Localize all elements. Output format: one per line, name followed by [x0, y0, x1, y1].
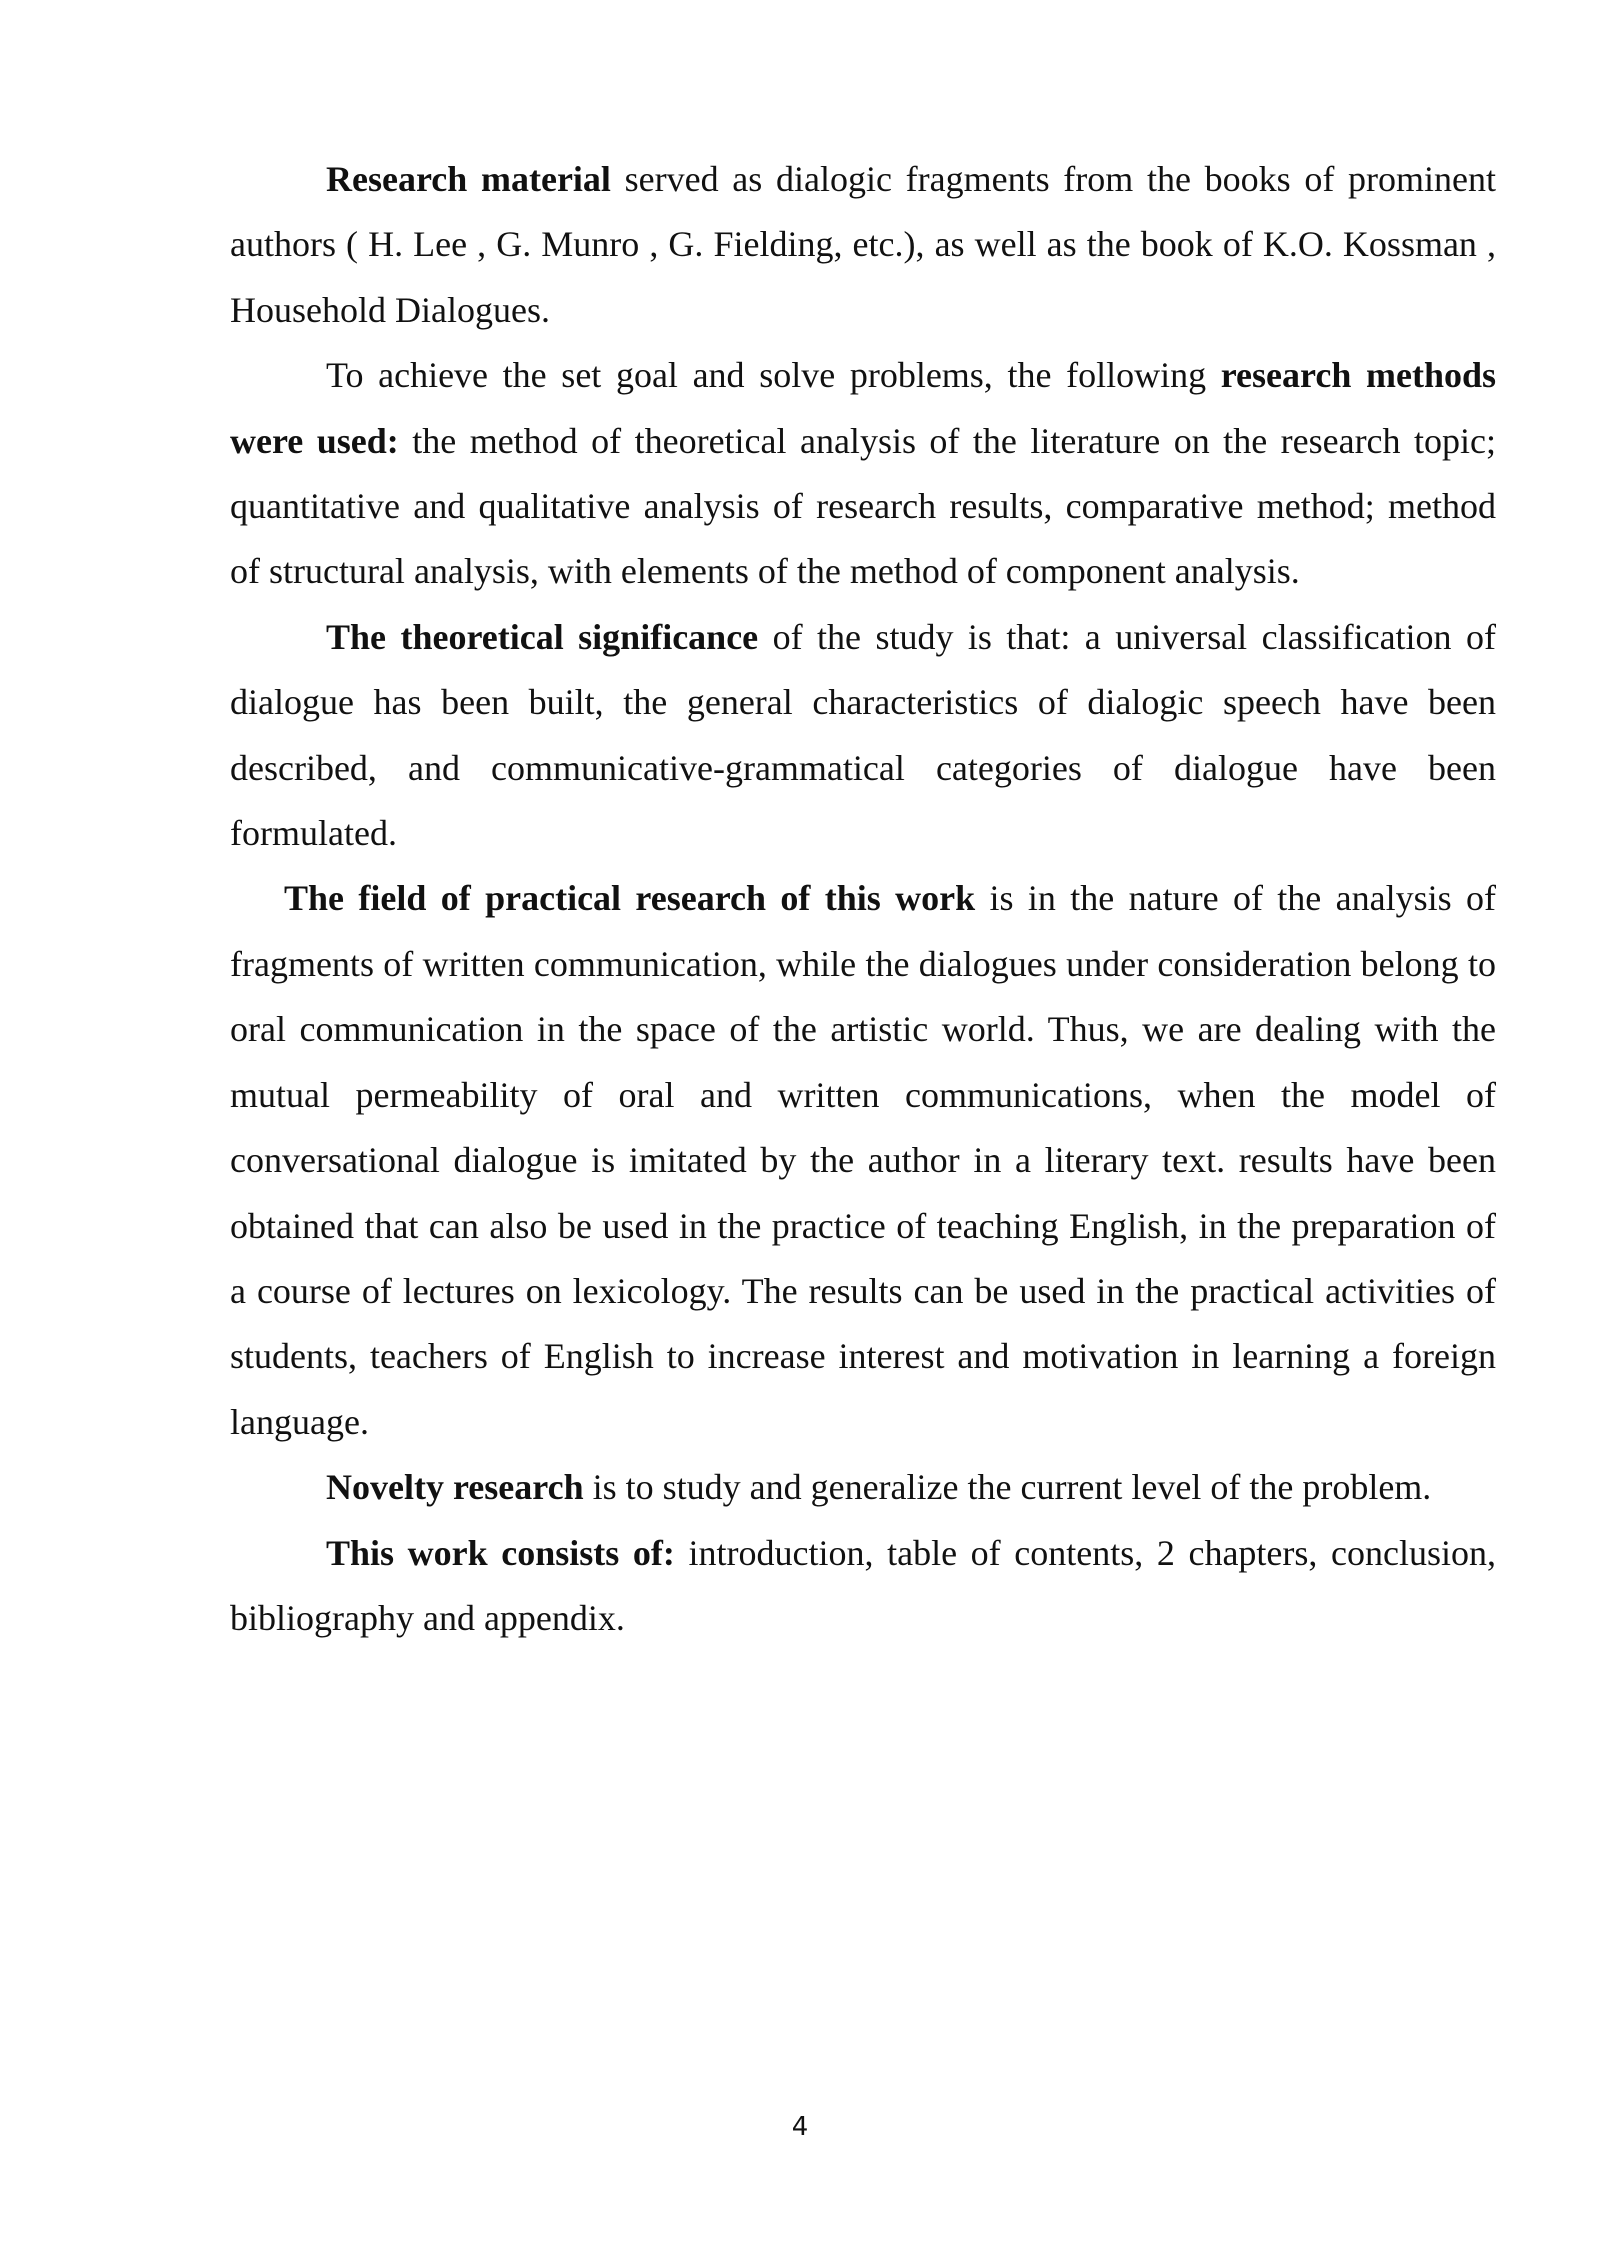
paragraph-text: of the study is that: a universal classification of dialogue has been built, the general characteristics of dialogic speech have been described, and communicative-grammatical categories of dialogue have been formulated. — [230, 616, 1496, 854]
heading-work-structure: This work consists of: — [326, 1532, 675, 1573]
heading-novelty-research: Novelty research — [326, 1467, 584, 1508]
heading-research-material: Research material — [326, 159, 611, 199]
paragraph-text: is in the nature of the analysis of fragments of written communication, while the dialogues under consideration belong to oral communication in the space of the artistic world. Thus, we are dealing with the mutual permeability of oral and written communications, when the model of conversational dialogue is imitated by the author in a literary text. results have been obtained that can also be used in the practice of teaching English, in the preparation of a course of lectures on lexicology. The results can be used in the practical activities of students, teachers of English to increase interest and motivation in learning a foreign language. — [230, 878, 1496, 1442]
page-number: 4 — [791, 2112, 809, 2142]
paragraph-text: the method of theoretical analysis of the literature on the research topic; quantitative and qualitative analysis of research results, comparative method; method of structural analysis, with elements of the method of component analysis. — [230, 420, 1496, 592]
paragraph-text: is to study and generalize the current level of the problem. — [583, 1467, 1432, 1508]
heading-practical-research: The field of practical research of this work — [284, 878, 976, 919]
paragraph-work-structure — [230, 1521, 1496, 1652]
paragraph-research-methods — [230, 343, 1496, 605]
heading-theoretical-significance: The theoretical significance — [326, 616, 759, 657]
paragraph-theoretical-significance — [230, 605, 1496, 867]
paragraph-text: served as dialogic fragments from the books of prominent authors ( H. Lee , G. Munro , G. Fielding, etc.), as well as the book of K.O. Kossman , Household Dialogues. — [230, 159, 1496, 330]
heading-research-methods: research methods were used: — [230, 355, 1496, 461]
paragraph-text: introduction, table of contents, 2 chapters, conclusion, bibliography and appendix. — [230, 1532, 1496, 1638]
body-text — [230, 147, 1496, 1651]
paragraph-novelty-research — [230, 1455, 1496, 1520]
paragraph-lead-text: To achieve the set goal and solve problems, the following — [326, 355, 1221, 396]
paragraph-research-material — [230, 147, 1496, 343]
paragraph-practical-research — [230, 866, 1496, 1455]
